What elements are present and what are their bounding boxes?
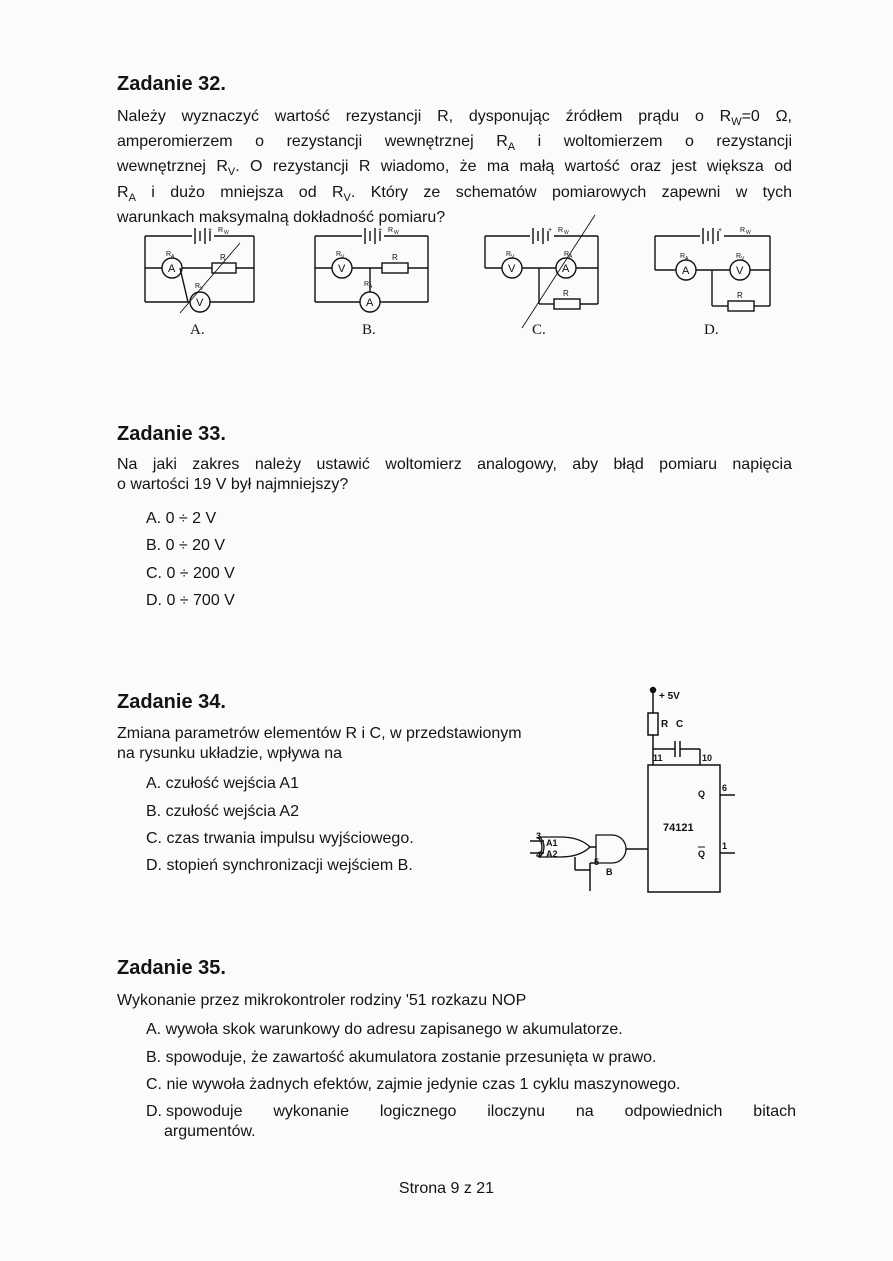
svg-text:1: 1 [722,841,728,851]
svg-text:V: V [736,265,744,277]
circuit-b-diagram [310,218,435,318]
svg-text:R: R [220,253,226,262]
svg-text:R: R [195,283,201,290]
svg-text:R: R [564,251,570,258]
svg-text:R: R [563,289,569,298]
svg-text:R: R [737,291,743,300]
svg-text:4: 4 [536,850,542,860]
task-34-line-1: Zmiana parametrów elementów R i C, w przedstawionym [117,725,522,742]
svg-text:74121: 74121 [663,822,694,834]
svg-text:R: R [364,281,370,288]
svg-text:A1: A1 [546,838,558,848]
svg-text:R: R [680,253,686,260]
svg-text:R: R [506,251,512,258]
svg-text:R: R [166,251,172,258]
svg-text:V: V [341,254,345,260]
svg-text:A: A [562,263,570,275]
svg-text:W: W [746,230,751,236]
task-35-option-c[interactable]: C. nie wywoła żadnych efektów, zajmie jedynie czas 1 cyklu maszynowego. [146,1076,681,1093]
task-32-line-5: warunkach maksymalną dokładność pomiaru? [117,208,446,226]
circuit-a-label: A. [190,322,205,338]
task-34-option-c[interactable]: C. czas trwania impulsu wyjściowego. [146,830,414,847]
circuit-a-diagram [140,218,260,318]
svg-text:A: A [171,254,175,260]
svg-text:A: A [366,297,374,309]
svg-text:+: + [208,227,213,234]
svg-text:R: R [392,253,398,262]
task-35-option-d[interactable]: D. spowoduje wykonanie logicznego iloczynu na odpowiednich bitach [146,1103,796,1120]
task-33-question [117,455,792,495]
task-33-option-c[interactable]: C. 0 ÷ 200 V [146,565,235,582]
task-35-option-a[interactable]: A. wywoła skok warunkowy do adresu zapisanego w akumulatorze. [146,1021,623,1038]
task-35-title: Zadanie 35. [117,957,226,979]
svg-text:+: + [548,227,553,234]
task-34-option-a[interactable]: A. czułość wejścia A1 [146,775,299,792]
circuit-c-label: C. [532,322,546,338]
svg-text:C: C [676,719,684,730]
svg-text:R: R [336,251,342,258]
svg-text:R: R [736,253,742,260]
task-33-option-a[interactable]: A. 0 ÷ 2 V [146,510,217,527]
task-33-title: Zadanie 33. [117,423,226,445]
task-34-question [117,724,577,764]
task-32-line-1: Należy wyznaczyć wartość rezystancji R, dysponując źródłem prądu o $R_W=0$ Ω, [117,108,793,129]
svg-text:10: 10 [702,753,713,763]
task-33-line-2: o wartości 19 V był najmniejszy? [117,476,349,493]
svg-text:R: R [740,227,746,234]
task-32-line-4: $R_A$ i dużo mniejsza od $R_V$. Który ze schematów pomiarowych zapewni w tych [117,183,792,204]
task-35-question [117,991,792,1011]
circuit-d-label: D. [704,322,719,338]
svg-text:R: R [388,227,394,234]
svg-text:5: 5 [594,857,600,867]
svg-text:R: R [218,227,224,234]
svg-text:6: 6 [722,783,728,793]
task-33-option-d[interactable]: D. 0 ÷ 700 V [146,592,235,609]
svg-text:+: + [718,227,723,234]
svg-text:W: W [564,230,569,236]
task-33-option-b[interactable]: B. 0 ÷ 20 V [146,537,226,554]
svg-text:V: V [200,286,204,292]
task-34-option-b[interactable]: B. czułość wejścia A2 [146,803,299,820]
svg-text:A: A [682,265,690,277]
task-32-line-3: wewnętrznej $R_V$. O rezystancji R wiadomo, że ma małą wartość oraz jest większa od [117,158,792,179]
svg-text:A2: A2 [546,849,558,859]
circuit-d-diagram [650,210,780,320]
circuit-c-diagram [480,210,610,330]
svg-text:R: R [558,227,564,234]
circuit-b-label: B. [362,322,376,338]
svg-text:A: A [569,254,573,260]
svg-text:A: A [168,263,176,275]
task-32-line-2: amperomierzem o rezystancji wewnętrznej $R_A$ i woltomierzem o rezystancji [117,133,793,154]
page-number: Strona 9 z 21 [398,1180,495,1197]
svg-text:A: A [685,256,689,262]
svg-text:V: V [511,254,515,260]
svg-text:B: B [606,867,613,877]
svg-text:3: 3 [536,831,542,841]
task-35-line-1: Wykonanie przez mikrokontroler rodziny '51 rozkazu NOP [117,992,527,1009]
svg-text:Q: Q [698,789,706,799]
svg-text:R: R [661,719,669,730]
task-34-line-2: na rysunku układzie, wpływa na [117,745,343,762]
monostable-74121-diagram [530,685,750,900]
task-33-line-1: Na jaki zakres należy ustawić woltomierz analogowy, aby błąd pomiaru napięcia [117,456,792,473]
svg-text:V: V [741,256,745,262]
task-35-option-d-continuation: argumentów. [164,1123,256,1140]
task-32-title: Zadanie 32. [117,73,226,95]
svg-text:V: V [508,263,516,275]
svg-text:W: W [394,230,399,236]
svg-text:Q: Q [698,849,706,859]
task-34-option-d[interactable]: D. stopień synchronizacji wejściem B. [146,857,413,874]
svg-text:+ 5V: + 5V [659,691,680,702]
svg-text:11: 11 [653,753,663,763]
task-35-option-b[interactable]: B. spowoduje, że zawartość akumulatora zostanie przesunięta w prawo. [146,1049,657,1066]
svg-text:A: A [369,284,373,290]
svg-text:W: W [224,230,229,236]
svg-text:+: + [378,227,383,234]
svg-text:V: V [338,263,346,275]
task-34-title: Zadanie 34. [117,691,226,713]
svg-text:V: V [196,297,204,309]
